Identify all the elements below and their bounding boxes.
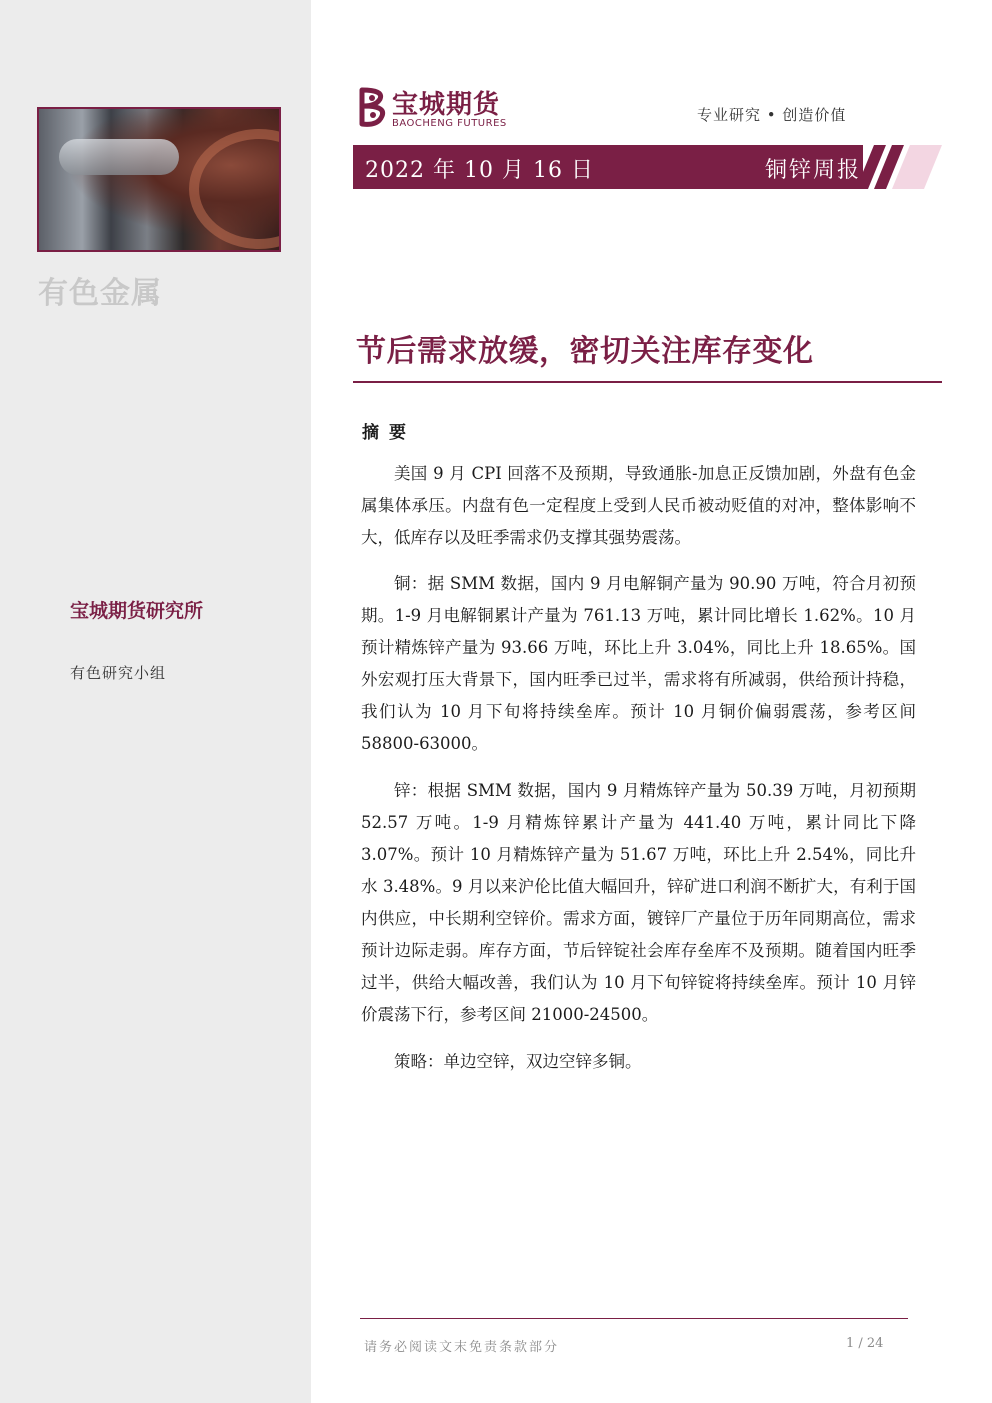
report-type: 铜锌周报 xyxy=(764,158,861,183)
logo-chinese-name: 宝城期货 xyxy=(392,90,501,120)
footer-divider xyxy=(360,1318,908,1319)
footer-disclaimer: 请务必阅读文末免责条款部分 xyxy=(364,1340,560,1355)
sector-label: 有色金属 xyxy=(38,276,162,311)
date-banner xyxy=(353,145,863,189)
abstract-paragraph-strategy: 策略：单边空锌，双边空锌多铜。 xyxy=(394,1052,642,1071)
research-group: 有色研究小组 xyxy=(70,664,167,682)
banner-stripes-decoration xyxy=(860,145,942,189)
logo-icon xyxy=(356,86,390,128)
cover-image xyxy=(37,107,281,252)
logo-english-name: BAOCHENG FUTURES xyxy=(392,118,507,129)
metal-tube-graphic xyxy=(59,139,179,175)
abstract-paragraph-copper: 铜：据 SMM 数据，国内 9 月电解铜产量为 90.90 万吨，符合月初预期。1-9 月电解铜累计产量为 761.13 万吨，累计同比增长 1.62%。10 月预计精炼锌产量为 93.66 万吨，环比上升 3.04%，同比上升 18.65%。国外宏观打压大背景下，国内旺季已过半，需求将有所减弱，供给预计持稳，我们认为 10 月下旬将持续垒库。预计 10 月铜价偏弱震荡，参考区间 58800-63000。 xyxy=(361,574,916,753)
abstract-paragraph-macro: 美国 9 月 CPI 回落不及预期，导致通胀-加息正反馈加剧，外盘有色金属集体承压。内盘有色一定程度上受到人民币被动贬值的对冲，整体影响不大，低库存以及旺季需求仍支撑其强势震荡。 xyxy=(361,464,916,547)
institute-name: 宝城期货研究所 xyxy=(70,600,204,622)
copper-coil-graphic xyxy=(189,129,281,249)
slogan: 专业研究 • 创造价值 xyxy=(697,106,847,124)
abstract-heading: 摘要 xyxy=(362,423,416,443)
abstract-paragraph-zinc: 锌：根据 SMM 数据，国内 9 月精炼锌产量为 50.39 万吨，月初预期 52.57 万吨。1-9 月精炼锌累计产量为 441.40 万吨，累计同比下降 3.07%。预计 10 月精炼锌产量为 51.67 万吨，环比上升 2.54%，同比升水 3.48%。9 月以来沪伦比值大幅回升，锌矿进口利润不断扩大，有利于国内供应，中长期利空锌价。需求方面，镀锌厂产量位于历年同期高位，需求预计边际走弱。库存方面，节后锌锭社会库存垒库不及预期。随着国内旺季过半，供给大幅改善，我们认为 10 月下旬锌锭将持续垒库。预计 10 月锌价震荡下行，参考区间 21000-24500。 xyxy=(361,781,916,1024)
report-date: 2022 年 10 月 16 日 xyxy=(365,158,594,183)
report-title: 节后需求放缓，密切关注库存变化 xyxy=(356,334,814,369)
title-divider xyxy=(353,381,942,383)
page-number: 1 / 24 xyxy=(846,1336,884,1351)
